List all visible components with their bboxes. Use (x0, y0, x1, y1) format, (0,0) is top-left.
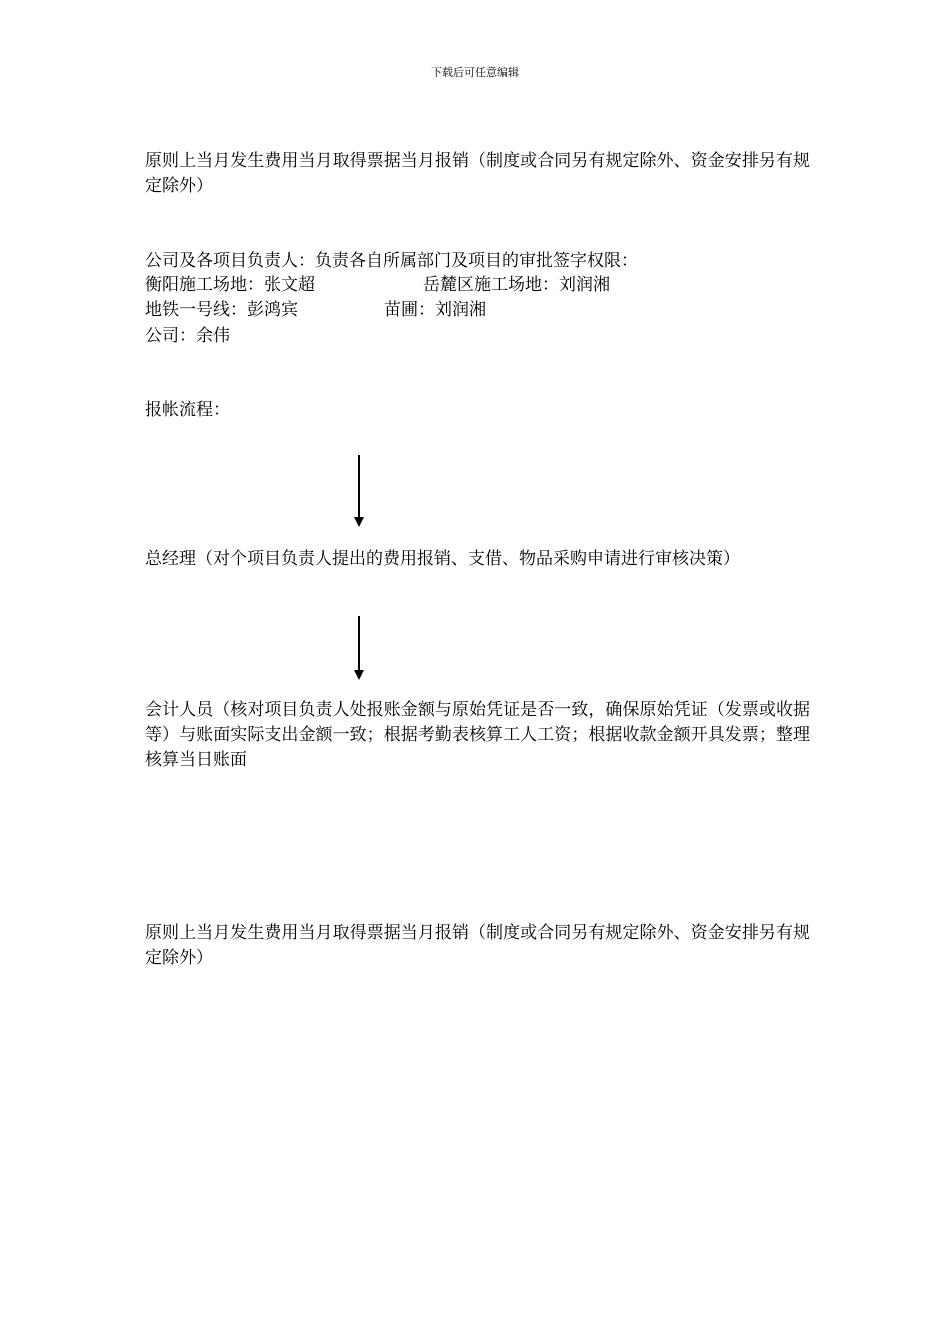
flow-arrow-1 (354, 455, 364, 527)
responsible-row-1 (145, 273, 610, 298)
flow-arrow-2 (354, 616, 364, 680)
accountant-step: 会计人员（核对项目负责人处报账金额与原始凭证是否一致，确保原始凭证（发票或收据等）与账面实际支出金额一致；根据考勤表核算工人工资；根据收款金额开具发票；整理核算当日账面 (145, 700, 810, 770)
responsible-intro: 公司及各项目负责人：负责各自所属部门及项目的审批签字权限： (145, 251, 638, 271)
nursery: 苗圃：刘润湘 (384, 300, 486, 320)
process-label: 报帐流程： (145, 400, 230, 420)
yuelu-site: 岳麓区施工场地：刘润湘 (423, 275, 610, 295)
general-manager-step: 总经理（对个项目负责人提出的费用报销、支借、物品采购申请进行审核决策） (145, 549, 740, 569)
metro-line-1: 地铁一号线：彭鸿宾 (145, 300, 298, 320)
hengyang-site: 衡阳施工场地：张文超 (145, 275, 315, 295)
principle-paragraph-bottom: 原则上当月发生费用当月取得票据当月报销（制度或合同另有规定除外、资金安排另有规定除外） (145, 923, 810, 968)
responsible-row-2 (145, 298, 486, 323)
page-header: 下载后可任意编辑 (431, 66, 519, 79)
principle-paragraph-top: 原则上当月发生费用当月取得票据当月报销（制度或合同另有规定除外、资金安排另有规定除外） (145, 151, 810, 196)
company-responsible: 公司：余伟 (145, 326, 230, 346)
